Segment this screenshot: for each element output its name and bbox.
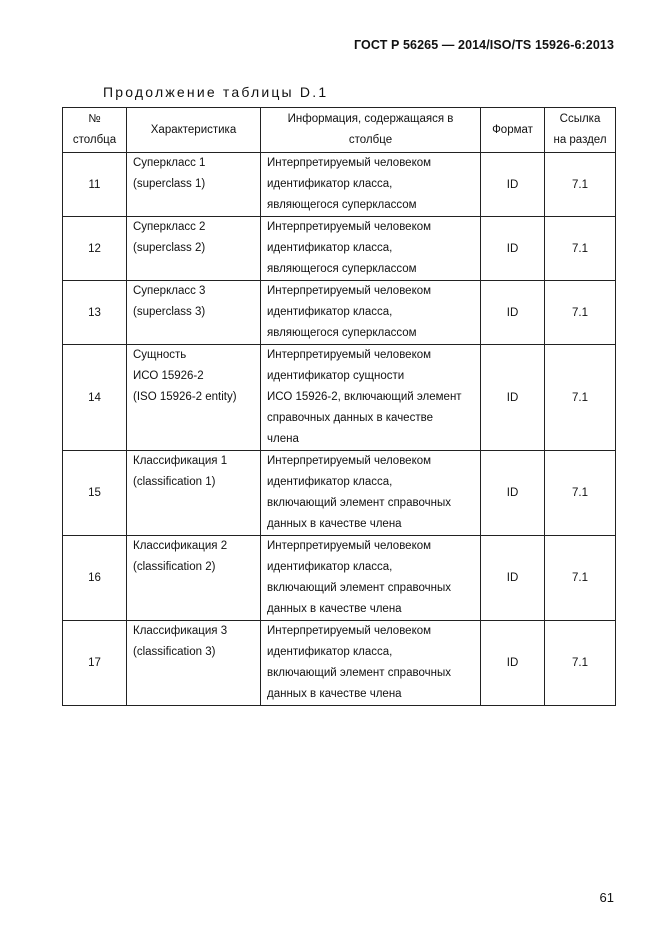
- cell-line: справочных данных в качестве: [267, 412, 433, 424]
- cell-line: члена: [267, 433, 299, 445]
- header-num-line: №: [88, 113, 101, 125]
- cell-line: Интерпретируемый человеком: [267, 625, 432, 637]
- table-caption: Продолжение таблицы D.1: [103, 84, 329, 100]
- cell-line: включающий элемент справочных: [267, 497, 451, 509]
- header-info-line: Информация, содержащаяся в: [287, 113, 454, 125]
- cell-line: Классификация 1: [133, 455, 228, 467]
- table-row: [63, 217, 616, 281]
- table-row: [63, 536, 616, 621]
- cell-ref: 7.1: [545, 451, 616, 536]
- table-row: [63, 451, 616, 536]
- cell-info: [261, 345, 481, 451]
- cell-format: ID: [481, 281, 545, 345]
- cell-line: включающий элемент справочных: [267, 667, 451, 679]
- cell-info: [261, 536, 481, 621]
- cell-characteristic: [127, 536, 261, 621]
- cell-info: [261, 281, 481, 345]
- cell-line: (superclass 3): [133, 306, 206, 318]
- header-characteristic: Характеристика: [127, 108, 261, 153]
- cell-line: Интерпретируемый человеком: [267, 221, 432, 233]
- cell-line: (superclass 1): [133, 178, 206, 190]
- cell-line: ИСО 15926-2, включающий элемент: [267, 391, 462, 403]
- cell-line: Интерпретируемый человеком: [267, 349, 432, 361]
- cell-num: 13: [63, 281, 127, 345]
- cell-characteristic: [127, 621, 261, 706]
- cell-line: являющегося суперклассом: [267, 263, 417, 275]
- cell-line: Суперкласс 3: [133, 285, 206, 297]
- table-body: [63, 153, 616, 706]
- table-row: [63, 621, 616, 706]
- cell-format: ID: [481, 217, 545, 281]
- cell-line: (classification 3): [133, 646, 216, 658]
- cell-line: (superclass 2): [133, 242, 206, 254]
- cell-line: включающий элемент справочных: [267, 582, 451, 594]
- cell-ref: 7.1: [545, 281, 616, 345]
- cell-line: идентификатор класса,: [267, 306, 393, 318]
- cell-format: ID: [481, 345, 545, 451]
- cell-characteristic: [127, 345, 261, 451]
- cell-characteristic: [127, 281, 261, 345]
- cell-line: (ISO 15926-2 entity): [133, 391, 237, 403]
- cell-ref: 7.1: [545, 621, 616, 706]
- cell-line: Интерпретируемый человеком: [267, 540, 432, 552]
- cell-info: [261, 451, 481, 536]
- cell-ref: 7.1: [545, 345, 616, 451]
- cell-line: (classification 1): [133, 476, 216, 488]
- header-ref: [545, 108, 616, 153]
- cell-num: 12: [63, 217, 127, 281]
- cell-line: Суперкласс 1: [133, 157, 206, 169]
- cell-num: 14: [63, 345, 127, 451]
- cell-ref: 7.1: [545, 536, 616, 621]
- data-table: [62, 107, 616, 706]
- cell-num: 17: [63, 621, 127, 706]
- header-ref-line: Ссылка: [559, 113, 601, 125]
- header-info: [261, 108, 481, 153]
- cell-line: Суперкласс 2: [133, 221, 206, 233]
- cell-line: являющегося суперклассом: [267, 199, 417, 211]
- cell-line: идентификатор класса,: [267, 242, 393, 254]
- cell-line: идентификатор класса,: [267, 476, 393, 488]
- cell-format: ID: [481, 451, 545, 536]
- header-num: [63, 108, 127, 153]
- cell-line: данных в качестве члена: [267, 603, 402, 615]
- cell-num: 15: [63, 451, 127, 536]
- table-header-row: [63, 108, 616, 153]
- table-row: [63, 153, 616, 217]
- cell-info: [261, 217, 481, 281]
- document-header: ГОСТ Р 56265 — 2014/ISO/TS 15926-6:2013: [354, 38, 614, 52]
- cell-line: Сущность: [133, 349, 187, 361]
- page-number: 61: [599, 890, 614, 905]
- cell-line: идентификатор сущности: [267, 370, 405, 382]
- cell-line: ИСО 15926-2: [133, 370, 204, 382]
- cell-characteristic: [127, 153, 261, 217]
- cell-line: Интерпретируемый человеком: [267, 157, 432, 169]
- header-ref-line: на раздел: [553, 134, 607, 146]
- header-num-line: столбца: [72, 134, 117, 146]
- cell-format: ID: [481, 621, 545, 706]
- cell-info: [261, 153, 481, 217]
- cell-num: 16: [63, 536, 127, 621]
- cell-line: идентификатор класса,: [267, 561, 393, 573]
- cell-line: идентификатор класса,: [267, 646, 393, 658]
- cell-info: [261, 621, 481, 706]
- header-info-line: столбце: [348, 134, 393, 146]
- cell-characteristic: [127, 217, 261, 281]
- cell-line: Интерпретируемый человеком: [267, 455, 432, 467]
- cell-format: ID: [481, 536, 545, 621]
- table-row: [63, 281, 616, 345]
- cell-line: данных в качестве члена: [267, 518, 402, 530]
- cell-line: данных в качестве члена: [267, 688, 402, 700]
- cell-line: Классификация 3: [133, 625, 228, 637]
- header-format: Формат: [481, 108, 545, 153]
- table-row: [63, 345, 616, 451]
- cell-line: (classification 2): [133, 561, 216, 573]
- cell-line: являющегося суперклассом: [267, 327, 417, 339]
- cell-format: ID: [481, 153, 545, 217]
- cell-line: идентификатор класса,: [267, 178, 393, 190]
- cell-line: Интерпретируемый человеком: [267, 285, 432, 297]
- cell-characteristic: [127, 451, 261, 536]
- cell-num: 11: [63, 153, 127, 217]
- cell-ref: 7.1: [545, 153, 616, 217]
- cell-ref: 7.1: [545, 217, 616, 281]
- cell-line: Классификация 2: [133, 540, 228, 552]
